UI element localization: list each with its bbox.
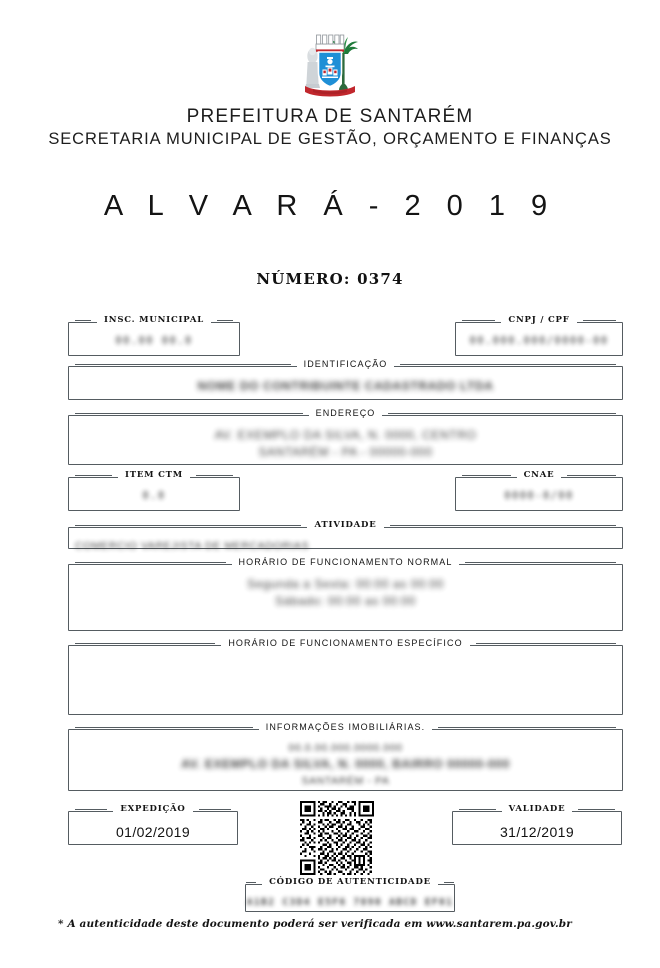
field-legend-horario-normal xyxy=(69,557,622,567)
legend-text: HORÁRIO DE FUNCIONAMENTO NORMAL xyxy=(232,557,460,567)
legend-text: EXPEDIÇÃO xyxy=(113,804,192,814)
field-legend-insc-municipal xyxy=(69,315,239,325)
legend-text: VALIDADE xyxy=(502,804,573,814)
legend-rule-left xyxy=(75,364,291,365)
field-body xyxy=(69,574,622,628)
field-codigo-autenticidade xyxy=(245,877,455,912)
field-item-ctm xyxy=(68,470,240,511)
field-body xyxy=(246,894,454,909)
legend-rule-right xyxy=(390,525,616,526)
field-body xyxy=(453,821,621,842)
field-legend-endereco xyxy=(69,408,622,418)
legend-rule-left xyxy=(75,413,303,414)
legend-rule-left xyxy=(246,882,256,883)
field-horario-normal xyxy=(68,557,623,631)
legend-text: ATIVIDADE xyxy=(307,520,383,530)
field-body xyxy=(69,487,239,508)
legend-text: ITEM CTM xyxy=(118,470,190,480)
prefecture-name: PREFEITURA DE SANTARÉM xyxy=(186,106,474,127)
field-legend-cnpj-cpf xyxy=(456,315,622,325)
field-atividade xyxy=(68,520,623,552)
santarem-coat-of-arms-icon xyxy=(299,26,361,102)
informacoes-imobiliarias-line-2: AV. EXEMPLO DA SILVA, N. 0000, BAIRRO 00000-000 xyxy=(181,757,510,772)
legend-rule-left xyxy=(459,809,496,810)
expedicao-date: 01/02/2019 xyxy=(115,823,191,840)
qr-code-icon xyxy=(300,801,374,875)
field-body xyxy=(69,655,622,712)
field-legend-identificacao xyxy=(69,359,622,369)
legend-rule-right xyxy=(199,809,231,810)
field-body xyxy=(69,376,622,397)
legend-rule-right xyxy=(465,562,616,563)
legend-rule-right xyxy=(578,809,615,810)
field-legend-validade xyxy=(453,804,621,814)
legend-rule-right xyxy=(444,882,454,883)
field-cnae xyxy=(455,470,623,511)
field-informacoes-imobiliarias xyxy=(68,722,623,791)
page-title: A L V A R Á - 2 0 1 9 xyxy=(103,190,557,222)
endereco-line-1: AV. EXEMPLO DA SILVA, N. 0000, CENTRO xyxy=(214,428,477,442)
legend-text: ENDEREÇO xyxy=(309,408,383,418)
codigo-autenticidade-value: A1B2 C3D4 E5F6 7890 ABCD EF01 xyxy=(246,897,454,908)
identificacao-value: NOME DO CONTRIBUINTE CADASTRADO LTDA xyxy=(197,379,494,393)
legend-rule-left xyxy=(75,525,301,526)
legend-text: INSC. MUNICIPAL xyxy=(97,315,211,325)
crest-container xyxy=(0,26,660,102)
field-legend-cnae xyxy=(456,470,622,480)
document-number: NÚMERO: 0374 xyxy=(256,270,404,288)
authenticity-footer-note: * A autenticidade deste documento poderá ser verificada em www.santarem.pa.gov.br xyxy=(58,918,572,930)
field-identificacao xyxy=(68,359,623,400)
field-body xyxy=(456,332,622,353)
field-body xyxy=(69,332,239,353)
legend-rule-right xyxy=(196,475,233,476)
field-legend-item-ctm xyxy=(69,470,239,480)
legend-rule-left xyxy=(462,320,495,321)
legend-rule-right xyxy=(388,413,616,414)
legend-text: CÓDIGO DE AUTENTICIDADE xyxy=(262,877,438,887)
field-horario-especifico xyxy=(68,638,623,715)
field-cnpj-cpf xyxy=(455,315,623,356)
cnpj-cpf-value: 00.000.000/0000-00 xyxy=(469,335,609,347)
secretariat-name: SECRETARIA MUNICIPAL DE GESTÃO, ORÇAMENTO E FINANÇAS xyxy=(48,130,612,149)
field-expedicao xyxy=(68,804,238,845)
legend-rule-right xyxy=(438,727,616,728)
legend-text: CNAE xyxy=(517,470,562,480)
insc-municipal-value: 00.00 00.0 xyxy=(115,335,193,347)
field-endereco xyxy=(68,408,623,465)
legend-text: HORÁRIO DE FUNCIONAMENTO ESPECÍFICO xyxy=(221,638,469,648)
field-body xyxy=(69,739,622,788)
horario-normal-line-2: Sábado: 00:00 as 00:00 xyxy=(275,594,416,609)
legend-rule-right xyxy=(583,320,616,321)
cnae-value: 0000-0/00 xyxy=(504,490,574,502)
legend-rule-left xyxy=(75,727,253,728)
field-body xyxy=(69,821,237,842)
legend-rule-right xyxy=(567,475,616,476)
field-legend-horario-especifico xyxy=(69,638,622,648)
horario-normal-line-1: Segunda a Sexta: 00:00 as 00:00 xyxy=(247,577,444,591)
field-body xyxy=(69,425,622,462)
legend-rule-right xyxy=(476,643,616,644)
endereco-line-2: SANTARÉM - PA - 00000-000 xyxy=(258,445,433,460)
informacoes-imobiliarias-line-1: 00.0.00.000.0000.000 xyxy=(288,742,403,754)
field-insc-municipal xyxy=(68,315,240,356)
field-legend-informacoes-imobiliarias xyxy=(69,722,622,732)
legend-rule-left xyxy=(75,643,215,644)
legend-rule-right xyxy=(400,364,616,365)
legend-rule-left xyxy=(75,562,226,563)
field-validade xyxy=(452,804,622,845)
field-body xyxy=(456,487,622,508)
field-legend-atividade xyxy=(69,520,622,530)
field-legend-codigo-autenticidade xyxy=(246,877,454,887)
validade-date: 31/12/2019 xyxy=(499,823,575,840)
legend-text: CNPJ / CPF xyxy=(501,315,576,325)
field-body xyxy=(69,537,622,552)
informacoes-imobiliarias-line-3: SANTARÉM - PA xyxy=(301,774,390,787)
atividade-value: COMERCIO VAREJISTA DE MERCADORIAS xyxy=(75,540,310,552)
field-legend-expedicao xyxy=(69,804,237,814)
legend-rule-left xyxy=(75,809,107,810)
legend-text: INFORMAÇÕES IMOBILIÁRIAS. xyxy=(259,722,433,732)
organization-header xyxy=(0,106,660,150)
legend-text: IDENTIFICAÇÃO xyxy=(297,359,395,369)
item-ctm-value: 0.0 xyxy=(142,490,166,502)
legend-rule-left xyxy=(75,320,91,321)
legend-rule-left xyxy=(75,475,112,476)
legend-rule-left xyxy=(462,475,511,476)
legend-rule-right xyxy=(217,320,233,321)
